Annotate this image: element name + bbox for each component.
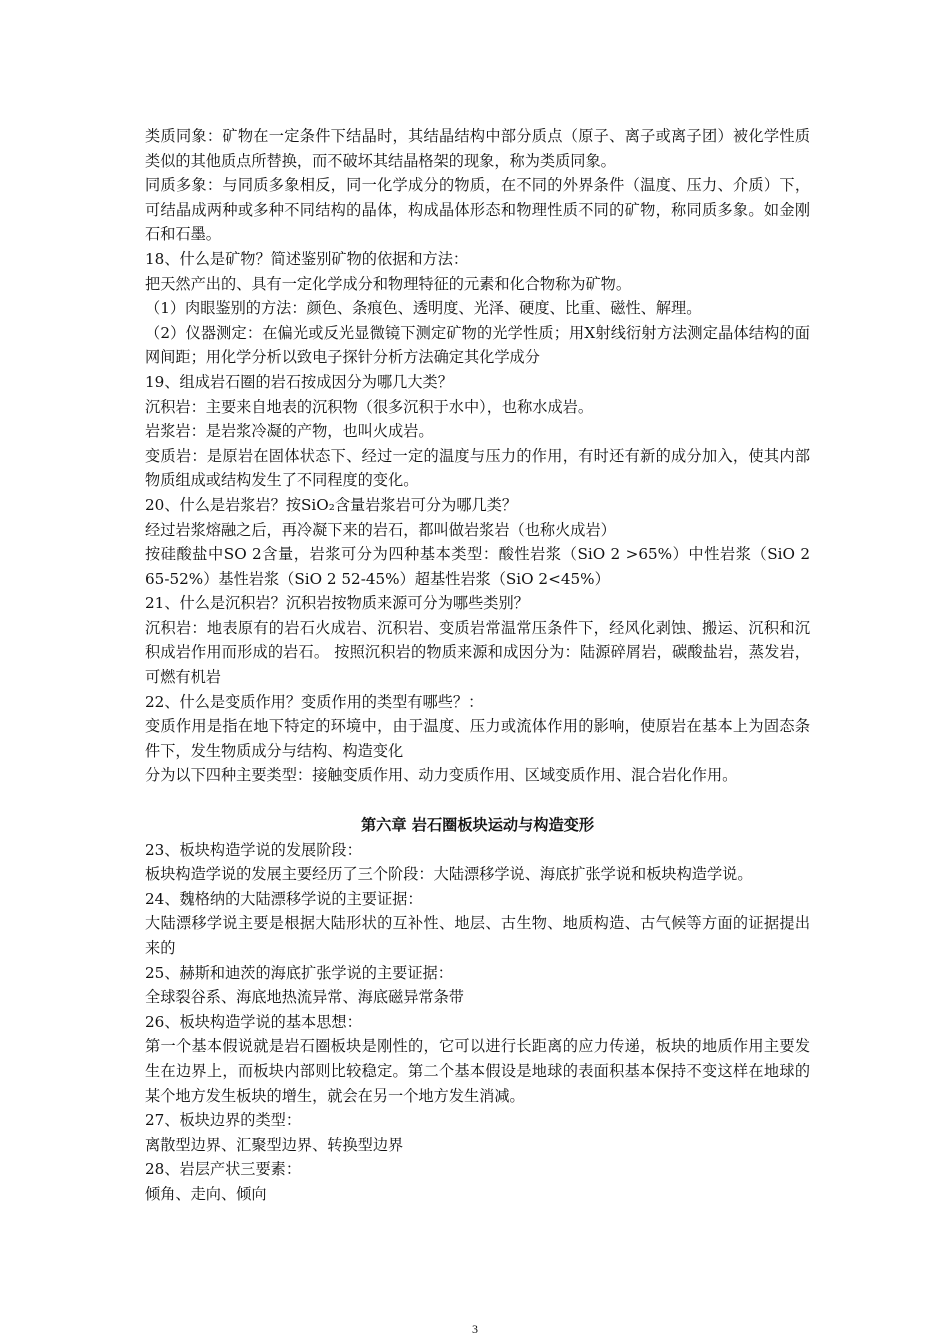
answer-19-sedimentary: 沉积岩：主要来自地表的沉积物（很多沉积于水中），也称水成岩。 [145, 397, 594, 416]
answer-28: 倾角、走向、倾向 [145, 1184, 267, 1203]
question-19: 19、组成岩石圈的岩石按成因分为哪几大类？ [145, 372, 453, 391]
answer-22-definition: 变质作用是指在地下特定的环境中，由于温度、压力或流体作用的影响，使原岩在基本上为固态条件下，发生物质成分与结构、构造变化 [145, 717, 810, 760]
answer-22-types: 分为以下四种主要类型：接触变质作用、动力变质作用、区域变质作用、混合岩化作用。 [145, 766, 738, 785]
answer-26: 第一个基本假说就是岩石圈板块是刚性的，它可以进行长距离的应力传递，板块的地质作用主要发生在边界上，而板块内部则比较稳定。第二个基本假设是地球的表面积基本保持不变这样在地球的某个地方发生板块的增生，就会在另一个地方发生消减。 [145, 1037, 810, 1105]
document-body [145, 124, 810, 1207]
paragraph-isomorphism: 类质同象：矿物在一定条件下结晶时，其结晶结构中部分质点（原子、离子或离子团）被化学性质类似的其他质点所替换，而不破坏其结晶格架的现象，称为类质同象。 [145, 127, 810, 170]
question-24: 24、魏格纳的大陆漂移学说的主要证据： [145, 889, 423, 908]
chapter-title: 第六章 岩石圈板块运动与构造变形 [360, 816, 595, 835]
question-21: 21、什么是沉积岩？沉积岩按物质来源可分为哪些类别？ [145, 594, 529, 613]
answer-19-metamorphic: 变质岩：是原岩在固体状态下、经过一定的温度与压力的作用，有时还有新的成分加入，使其内部物质组成或结构发生了不同程度的变化。 [145, 446, 810, 490]
page-number: 3 [472, 1322, 478, 1336]
answer-21: 沉积岩：地表原有的岩石火成岩、沉积岩、变质岩常温常压条件下，经风化剥蚀、搬运、沉积和沉积成岩作用而形成的岩石。 按照沉积岩的物质来源和成因分为：陆源碎屑岩，碳酸盐岩，蒸发岩，可燃有机岩 [145, 618, 810, 687]
answer-20-types: 按硅酸盐中SO 2含量，岩浆可分为四种基本类型：酸性岩浆（SiO 2 >65%）中性岩浆（SiO 2 65-52%）基性岩浆（SiO 2 52-45%）超基性岩浆（SiO 2<45%） [145, 545, 810, 588]
answer-25: 全球裂谷系、海底地热流异常、海底磁异常条带 [145, 988, 464, 1007]
paragraph-polymorphism: 同质多象：与同质多象相反，同一化学成分的物质，在不同的外界条件（温度、压力、介质）下，可结晶成两种或多种不同结构的晶体，构成晶体形态和物理性质不同的矿物，称同质多象。如金刚石和石墨。 [145, 176, 810, 244]
answer-18-method-1: （1）肉眼鉴别的方法：颜色、条痕色、透明度、光泽、硬度、比重、磁性、解理。 [145, 299, 702, 318]
answer-27: 离散型边界、汇聚型边界、转换型边界 [145, 1135, 404, 1154]
question-18: 18、什么是矿物？简述鉴别矿物的依据和方法： [145, 249, 469, 268]
question-27: 27、板块边界的类型： [145, 1111, 302, 1130]
answer-19-igneous: 岩浆岩：是岩浆冷凝的产物，也叫火成岩。 [145, 422, 434, 441]
question-25: 25、赫斯和迪茨的海底扩张学说的主要证据： [145, 963, 453, 982]
question-28: 28、岩层产状三要素： [145, 1160, 302, 1179]
question-20: 20、什么是岩浆岩？按SiO₂含量岩浆岩可分为哪几类？ [145, 495, 518, 514]
answer-18-definition: 把天然产出的、具有一定化学成分和物理特征的元素和化合物称为矿物。 [145, 274, 631, 293]
answer-24: 大陆漂移学说主要是根据大陆形状的互补性、地层、古生物、地质构造、古气候等方面的证据提出来的 [145, 914, 810, 957]
question-26: 26、板块构造学说的基本思想： [145, 1012, 362, 1031]
answer-20-definition: 经过岩浆熔融之后，再冷凝下来的岩石，都叫做岩浆岩（也称火成岩） [145, 520, 616, 539]
question-23: 23、板块构造学说的发展阶段： [145, 840, 362, 859]
answer-23: 板块构造学说的发展主要经历了三个阶段：大陆漂移学说、海底扩张学说和板块构造学说。 [145, 865, 753, 884]
answer-18-method-2: （2）仪器测定：在偏光或反光显微镜下测定矿物的光学性质；用X射线衍射方法测定晶体结构的面网间距；用化学分析以致电子探针分析方法确定其化学成分 [145, 323, 810, 367]
question-22: 22、什么是变质作用？变质作用的类型有哪些？： [145, 692, 484, 711]
